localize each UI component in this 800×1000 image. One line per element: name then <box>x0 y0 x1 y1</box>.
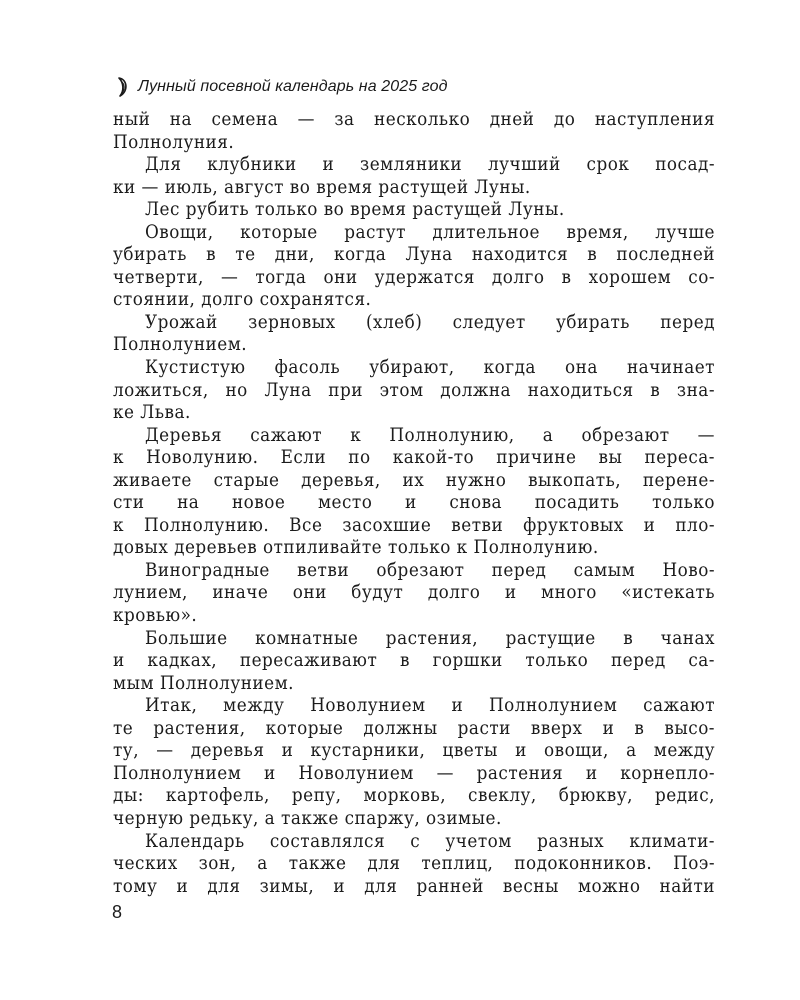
paragraph <box>113 628 715 696</box>
text-line: к Новолунию. Если по какой-то причине вы переса- <box>113 447 715 469</box>
running-head <box>112 74 448 100</box>
paragraph <box>113 357 715 425</box>
text-line: Итак, между Новолунием и Полнолунием сажают <box>145 695 715 717</box>
paragraph <box>113 154 715 199</box>
text-line: стоянии, долго сохранятся. <box>113 289 372 311</box>
paragraph <box>113 109 715 154</box>
body-text <box>113 109 715 898</box>
text-line: Лес рубить только во время растущей Луны. <box>145 199 565 221</box>
paragraph <box>113 695 715 830</box>
paragraph <box>113 425 715 560</box>
text-line: мым Полнолунием. <box>113 672 294 694</box>
text-line: сти на новое место и снова посадить только <box>113 492 715 514</box>
text-line: живаете старые деревья, их нужно выкопать, перене- <box>113 469 715 491</box>
paragraph <box>113 312 715 357</box>
paragraph <box>113 199 715 222</box>
text-line: лунием, иначе они будут долго и много «истекать <box>113 582 715 604</box>
text-line: Овощи, которые растут длительное время, лучше <box>145 221 715 243</box>
text-line: те растения, которые должны расти вверх и в высо- <box>113 717 715 739</box>
text-line: четверти, — тогда они удержатся долго в хорошем со- <box>113 266 715 288</box>
text-line: черную редьку, а также спаржу, озимые. <box>113 807 502 829</box>
text-line: Виноградные ветви обрезают перед самым Ново- <box>145 559 715 581</box>
text-line: ке Льва. <box>113 402 191 424</box>
text-line: ки — июль, август во время растущей Луны. <box>113 176 531 198</box>
paragraph <box>113 222 715 312</box>
paragraph <box>113 560 715 628</box>
text-line: Кустистую фасоль убирают, когда она начинает <box>145 357 715 379</box>
text-line: Большие комнатные растения, растущие в чанах <box>145 627 715 649</box>
text-line: Календарь составлялся с учетом разных климати- <box>145 830 715 852</box>
text-line: Полнолунием. <box>113 334 248 356</box>
text-line: Урожай зерновых (хлеб) следует убирать перед <box>145 311 715 333</box>
paragraph <box>113 831 715 899</box>
page-number: 8 <box>112 902 123 922</box>
text-line: тому и для зимы, и для ранней весны можно найти <box>113 875 715 897</box>
text-line: Для клубники и земляники лучший срок посад- <box>145 154 715 176</box>
crescent-moon-icon <box>112 76 132 98</box>
text-line: ческих зон, а также для теплиц, подоконников. Поэ- <box>113 853 715 875</box>
text-line: Деревья сажают к Полнолунию, а обрезают — <box>145 424 715 446</box>
running-title: Лунный посевной календарь на 2025 год <box>138 78 448 95</box>
text-line: ный на семена — за несколько дней до наступления <box>113 109 715 130</box>
text-line: Полнолунием и Новолунием — растения и корнепло- <box>113 762 715 784</box>
text-line: убирать в те дни, когда Луна находится в последней <box>113 244 715 266</box>
text-line: ложиться, но Луна при этом должна находиться в зна- <box>113 379 715 401</box>
text-line: Полнолуния. <box>113 131 235 153</box>
text-line: ту, — деревья и кустарники, цветы и овощи, а между <box>113 740 715 762</box>
text-line: кровью». <box>113 605 198 627</box>
text-line: к Полнолунию. Все засохшие ветви фруктовых и пло- <box>113 514 715 536</box>
text-line: ды: картофель, репу, морковь, свеклу, брюкву, редис, <box>113 785 715 807</box>
text-line: и кадках, пересаживают в горшки только перед са- <box>113 650 715 672</box>
text-line: довых деревьев отпиливайте только к Полнолунию. <box>113 537 599 559</box>
